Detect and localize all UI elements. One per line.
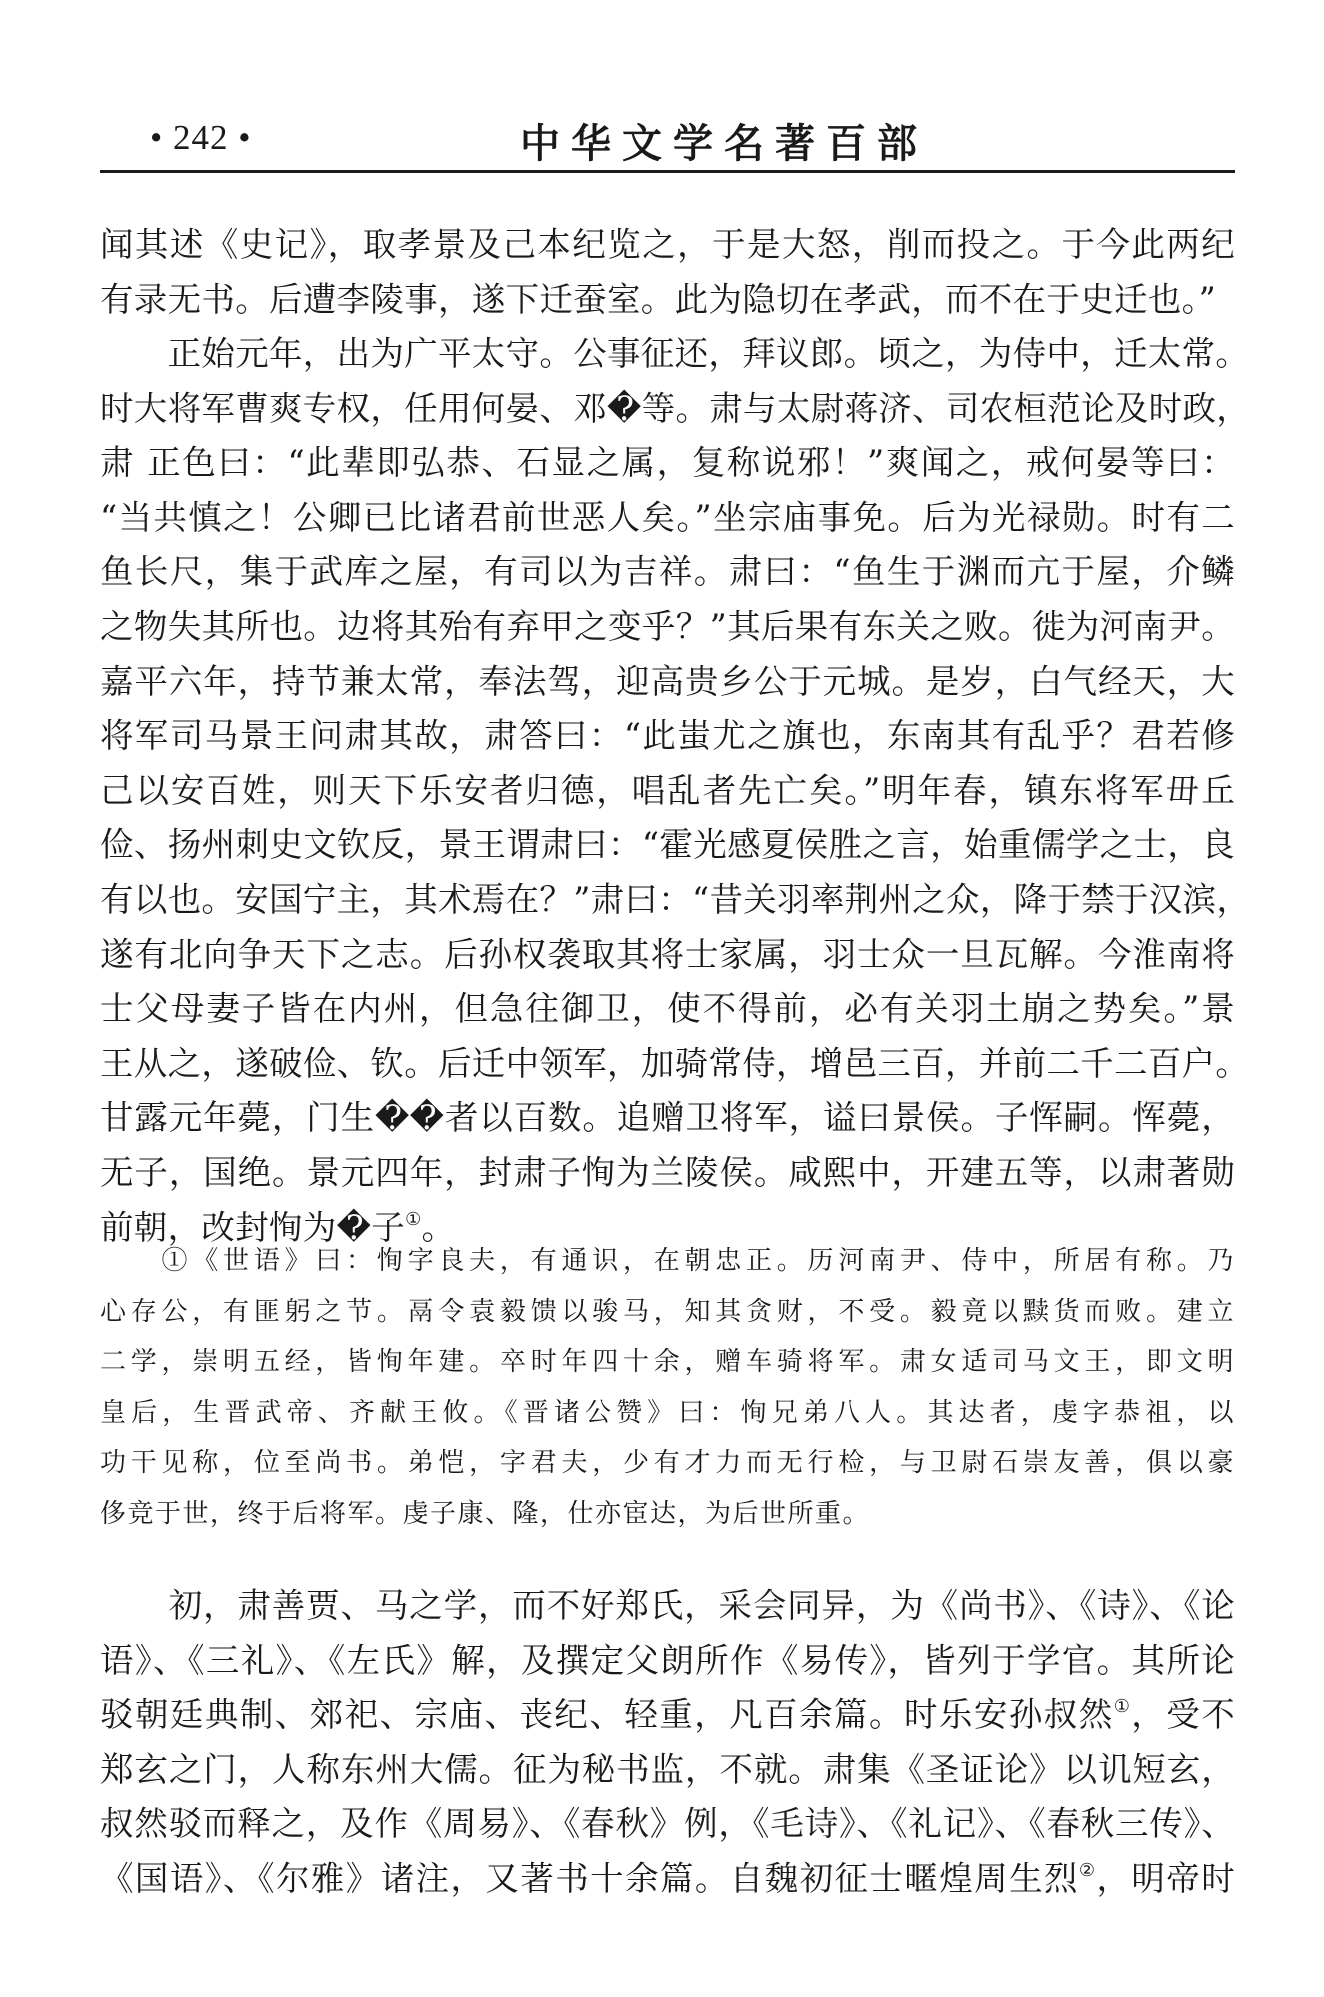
text-line: 嘉平六年，持节兼太常，奉法驾，迎高贵乡公于元城。是岁，白气经天，大 [100, 661, 1235, 701]
footnote-ref[interactable]: ② [1078, 1859, 1097, 1881]
header-rule [100, 170, 1235, 173]
text-line: 有录无书。后遭李陵事，遂下迁蚕室。此为隐切在孝武，而不在于史迁也。” [100, 279, 1217, 319]
footnote-line: 功干见称，位至尚书。弟恺，字君夫，少有才力而无行检，与卫尉石崇友善，俱以豪 [100, 1448, 1235, 1478]
paragraph-scholarship [100, 1579, 1235, 1907]
text-line-content: 《国语》、《尔雅》诸注，又著书十余篇。自魏初征士暱煌周生烈 [100, 1858, 1079, 1898]
text-line: 之物失其所也。边将其殆有弃甲之变乎？”其后果有东关之败。徙为河南尹。 [100, 606, 1235, 646]
text-line: 士父母妻子皆在内州，但急往御卫，使不得前，必有关羽土崩之势矣。”景 [100, 989, 1235, 1029]
text-line: 俭、扬州刺史文钦反，景王谓肃曰：“霍光感夏侯胜之言，始重儒学之士，良 [100, 825, 1235, 865]
text-line: 前朝，改封恂为�子①。 [100, 1207, 456, 1247]
text-line-content: 前朝，改封恂为�子 [100, 1207, 406, 1247]
text-line: 鱼长尺，集于武库之屋，有司以为吉祥。肃曰：“鱼生于渊而亢于屋，介鳞 [100, 552, 1235, 592]
text-line: 有以也。安国宁主，其术焉在？”肃曰：“昔关羽率荆州之众，降于禁于汉滨， [100, 879, 1251, 919]
text-line-content: ，受不 [1131, 1695, 1235, 1735]
text-line: 时大将军曹爽专权，任用何晏、邓�等。肃与太尉蒋济、司农桓范论及时政， [100, 388, 1251, 428]
text-line [100, 1688, 1235, 1743]
text-line-content: 驳朝廷典制、郊祀、宗庙、丧纪、轻重，凡百余篇。时乐安孙叔然 [100, 1695, 1114, 1735]
text-line: 叔然驳而释之，及作《周易》、《春秋》例，《毛诗》、《礼记》、《春秋三传》、 [100, 1804, 1235, 1844]
text-line: 己以安百姓，则天下乐安者归德，唱乱者先亡矣。”明年春，镇东将军毌丘 [100, 770, 1235, 810]
text-line: 郑玄之门，人称东州大儒。征为秘书监，不就。肃集《圣证论》以讥短玄， [100, 1749, 1235, 1789]
text-line: “当共慎之！公卿已比诸君前世恶人矣。”坐宗庙事免。后为光禄勋。时有二 [100, 497, 1235, 537]
footnote [100, 1236, 1235, 1539]
text-line [100, 1852, 1235, 1907]
text-line: 闻其述《史记》，取孝景及己本纪览之，于是大怒，削而投之。于今此两纪 [100, 225, 1235, 264]
footnote-line: ①《世语》曰：恂字良夫，有通识，在朝忠正。历河南尹、侍中，所居有称。乃 [100, 1246, 1235, 1276]
text-line: 遂有北向争天下之志。后孙权袭取其将士家属，羽士众一旦瓦解。今淮南将 [100, 934, 1235, 974]
paragraph-continuation [100, 218, 1235, 327]
text-line: 将军司马景王问肃其故，肃答曰：“此蚩尤之旗也，东南其有乱乎？君若修 [100, 716, 1235, 756]
footnote-line: 二学，崇明五经，皆恂年建。卒时年四十余，赠车骑将军。肃女适司马文王，即文明 [100, 1347, 1235, 1377]
footnote-ref[interactable]: ① [405, 1208, 422, 1230]
footnote-line: 侈竞于世，终于后将军。虔子康、隆，仕亦宦达，为后世所重。 [100, 1498, 871, 1529]
footnote-line: 皇后，生晋武帝、齐献王攸。《晋诸公赞》曰：恂兄弟八人。其达者，虔字恭祖，以 [100, 1397, 1235, 1428]
running-title: 中华文学名著百部 [520, 120, 928, 167]
text-line: 肃 正色曰：“此辈即弘恭、石显之属，复称说邪！”爽闻之，戒何晏等曰： [100, 443, 1235, 483]
text-line: 初，肃善贾、马之学，而不好郑氏，采会同异，为《尚书》、《诗》、《论 [100, 1586, 1235, 1625]
paragraph-zhengshi [100, 327, 1251, 1255]
page-number: • 242 • [150, 118, 252, 157]
text-line: 甘露元年薨，门生��者以百数。追赠卫将军，谥曰景侯。子恽嗣。恽薨， [100, 1098, 1235, 1138]
footnote-ref[interactable]: ① [1113, 1696, 1132, 1718]
text-line: 正始元年，出为广平太守。公事征还，拜议郎。顷之，为侍中，迁太常。 [100, 334, 1250, 373]
text-line: 无子，国绝。景元四年，封肃子恂为兰陵侯。咸熙中，开建五等，以肃著勋 [100, 1152, 1235, 1192]
text-line: 语》、《三礼》、《左氏》解，及撰定父朗所作《易传》，皆列于学官。其所论 [100, 1640, 1235, 1680]
text-line: 王从之，遂破俭、钦。后迁中领军，加骑常侍，增邑三百，并前二千二百户。 [100, 1043, 1250, 1083]
text-line-content: ，明帝时 [1096, 1858, 1236, 1898]
footnote-line: 心存公，有匪躬之节。鬲令袁毅馈以骏马，知其贪财，不受。毅竟以黩货而败。建立 [100, 1296, 1235, 1327]
